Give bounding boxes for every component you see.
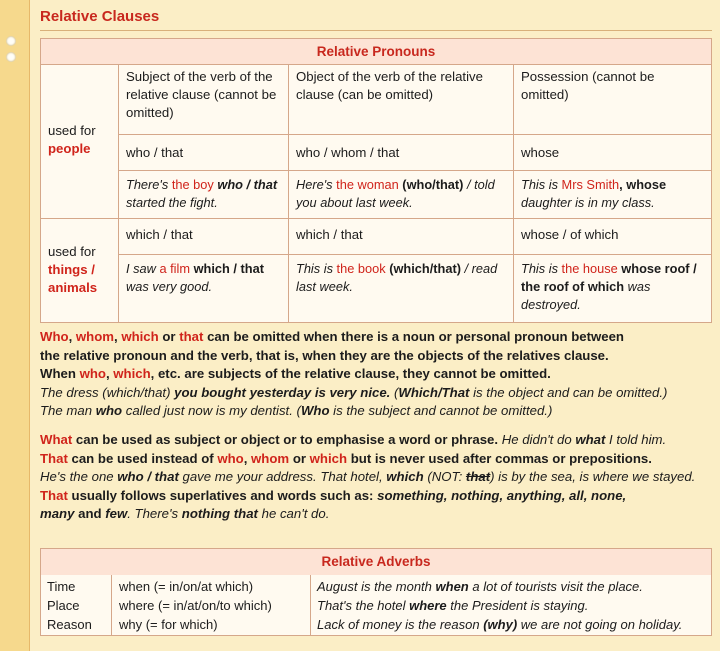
things-subject: which / that bbox=[118, 218, 288, 254]
note-line bbox=[40, 487, 715, 506]
note-line bbox=[40, 328, 715, 347]
adverb-def: when (= in/on/at which) bbox=[119, 579, 254, 594]
ex-text: / read last week. bbox=[296, 261, 498, 294]
ex-text: daughter is in my class. bbox=[521, 195, 655, 210]
kw: when bbox=[435, 579, 469, 594]
column-divider bbox=[111, 575, 112, 635]
kw: which bbox=[121, 329, 159, 344]
ex-pronoun: (who/that) bbox=[398, 177, 464, 192]
ex-highlight: a film bbox=[159, 261, 191, 276]
kw: whom bbox=[75, 329, 114, 344]
usage-notes bbox=[40, 328, 715, 524]
txt: ) is by the sea, is where we stayed. bbox=[490, 469, 696, 485]
txt: (NOT: bbox=[423, 469, 466, 485]
txt: usually follows superlatives and words such as: bbox=[67, 487, 378, 503]
kw: which bbox=[309, 450, 348, 466]
row-label-things-line3: animals bbox=[48, 280, 98, 295]
note-line bbox=[40, 431, 715, 450]
kw: whom bbox=[251, 450, 290, 466]
row-label-people bbox=[48, 122, 96, 158]
kw: (why) bbox=[483, 617, 518, 632]
row-label-things-line2: things / bbox=[48, 262, 95, 277]
ex-highlight: the woman bbox=[336, 177, 399, 192]
page-title: Relative Clauses bbox=[40, 8, 160, 25]
ex-pronoun: who / that bbox=[213, 177, 278, 192]
note-line: the relative pronoun and the verb, that is, when they are the objects of the relatives clause. bbox=[40, 347, 609, 363]
binder-hole bbox=[6, 52, 16, 62]
txt: The dress (which/that) bbox=[40, 384, 175, 400]
txt: is the object and can be omitted.) bbox=[469, 384, 668, 400]
txt: He's the one bbox=[40, 469, 118, 485]
txt: or bbox=[289, 450, 310, 466]
kw: which bbox=[113, 366, 151, 382]
col-header-subject: Subject of the verb of the relative clause (cannot be omitted) bbox=[118, 64, 288, 134]
kw: nothing that bbox=[181, 506, 258, 522]
binder-margin bbox=[0, 0, 30, 651]
ex-pronoun: which / that bbox=[190, 261, 264, 276]
people-possession-example bbox=[513, 170, 712, 218]
note-line bbox=[40, 505, 715, 524]
pronouns-table-header: Relative Pronouns bbox=[40, 38, 712, 64]
margin-line bbox=[29, 0, 30, 651]
txt: can be used as subject or object or to emphasise a word or phrase. bbox=[72, 431, 499, 447]
ex-text: There's bbox=[126, 177, 172, 192]
ex-highlight: the boy bbox=[171, 177, 214, 192]
binder-hole bbox=[6, 36, 16, 46]
things-object-example bbox=[288, 254, 513, 323]
kw: something, nothing, anything, all, none, bbox=[377, 487, 627, 503]
txt: a lot of tourists visit the place. bbox=[468, 579, 643, 594]
ex-text: started the fight. bbox=[126, 195, 218, 210]
ex-text: I saw bbox=[126, 261, 160, 276]
ex-text: was very good. bbox=[126, 279, 213, 294]
note-line bbox=[40, 450, 715, 469]
kw: who / that bbox=[117, 469, 179, 485]
kw: Who bbox=[300, 403, 330, 419]
row-label-people-line1: used for bbox=[48, 123, 96, 138]
kw: who bbox=[79, 366, 106, 382]
txt: , bbox=[105, 366, 114, 382]
ex-pronoun: , whose bbox=[619, 177, 667, 192]
adverb-label: Time bbox=[47, 579, 76, 594]
things-subject-example bbox=[118, 254, 288, 323]
kw: who bbox=[95, 403, 123, 419]
things-possession-example bbox=[513, 254, 712, 323]
txt: the President is staying. bbox=[446, 598, 589, 613]
people-subject-example bbox=[118, 170, 288, 218]
adverb-labels bbox=[41, 575, 113, 634]
kw: where bbox=[409, 598, 447, 613]
left-border bbox=[40, 64, 41, 218]
kw: that bbox=[179, 329, 204, 344]
ex-text: / told you about last week. bbox=[296, 177, 495, 210]
title-underline bbox=[40, 30, 712, 31]
kw: many bbox=[40, 506, 75, 522]
ex-highlight: the book bbox=[336, 261, 386, 276]
people-subject: who / that bbox=[118, 134, 288, 170]
txt: That's the hotel bbox=[317, 598, 410, 613]
txt: we are not going on holiday. bbox=[517, 617, 683, 632]
col-header-possession: Possession (cannot be omitted) bbox=[513, 64, 712, 134]
kw: who bbox=[217, 450, 244, 466]
adverb-example bbox=[317, 596, 713, 615]
kw: What bbox=[40, 431, 73, 447]
spacer bbox=[40, 421, 715, 431]
adverb-def: where (= in/at/on/to which) bbox=[119, 598, 272, 613]
txt: When bbox=[40, 366, 80, 382]
adverbs-table-header: Relative Adverbs bbox=[41, 549, 711, 575]
ex-highlight: Mrs Smith bbox=[561, 177, 620, 192]
adverb-example bbox=[317, 615, 713, 634]
ex-pronoun: whose roof / the roof of which bbox=[521, 261, 697, 294]
ex-highlight: the house bbox=[561, 261, 618, 276]
txt: can be omitted when there is a noun or personal pronoun between bbox=[203, 329, 624, 344]
kw: you bought yesterday is very nice. bbox=[174, 384, 391, 400]
people-possession: whose bbox=[513, 134, 712, 170]
txt: I told him. bbox=[605, 431, 667, 447]
col-header-object: Object of the verb of the relative clause (can be omitted) bbox=[288, 64, 513, 134]
ex-text: This is bbox=[521, 261, 562, 276]
kw: which bbox=[386, 469, 424, 485]
people-object: who / whom / that bbox=[288, 134, 513, 170]
ex-text: This is bbox=[296, 261, 337, 276]
relative-adverbs-table bbox=[40, 548, 712, 636]
txt: , etc. are subjects of the relative clause, they cannot be omitted. bbox=[150, 366, 551, 382]
txt: , bbox=[114, 329, 122, 344]
ex-text: was destroyed. bbox=[521, 279, 651, 312]
txt: , bbox=[68, 329, 76, 344]
txt: He didn't do bbox=[498, 431, 576, 447]
txt: he can't do. bbox=[257, 506, 330, 522]
txt: but is never used after commas or prepositions. bbox=[347, 450, 652, 466]
ex-text: This is bbox=[521, 177, 562, 192]
kw: Who bbox=[40, 329, 69, 344]
txt: , bbox=[243, 450, 252, 466]
txt: Lack of money is the reason bbox=[317, 617, 484, 632]
txt: called just now is my dentist. ( bbox=[122, 403, 301, 419]
struck-word: that bbox=[465, 469, 491, 485]
kw: That bbox=[40, 450, 68, 466]
ex-pronoun: (which/that) bbox=[385, 261, 461, 276]
txt: . There's bbox=[127, 506, 182, 522]
txt: and bbox=[74, 506, 106, 522]
note-line bbox=[40, 365, 715, 384]
things-possession: whose / of which bbox=[513, 218, 712, 254]
txt: ( bbox=[390, 384, 399, 400]
row-label-people-line2: people bbox=[48, 141, 91, 156]
row-label-things-line1: used for bbox=[48, 244, 96, 259]
people-object-example bbox=[288, 170, 513, 218]
txt: The man bbox=[40, 403, 96, 419]
txt: can be used instead of bbox=[67, 450, 218, 466]
adverb-label: Reason bbox=[47, 617, 92, 632]
note-example bbox=[40, 468, 715, 487]
things-object: which / that bbox=[288, 218, 513, 254]
adverb-example bbox=[317, 577, 713, 596]
kw: few bbox=[105, 506, 128, 522]
ex-text: Here's bbox=[296, 177, 337, 192]
note-example bbox=[40, 402, 715, 421]
note-example bbox=[40, 384, 715, 403]
adverb-def: why (= for which) bbox=[119, 617, 218, 632]
txt: gave me your address. That hotel, bbox=[178, 469, 387, 485]
adverb-examples bbox=[311, 575, 713, 634]
adverb-label: Place bbox=[47, 598, 80, 613]
txt: August is the month bbox=[317, 579, 436, 594]
relative-pronouns-table bbox=[40, 38, 712, 323]
kw: what bbox=[575, 431, 606, 447]
row-label-things bbox=[40, 218, 118, 323]
adverb-definitions bbox=[113, 575, 315, 634]
txt: or bbox=[158, 329, 180, 344]
kw: Which/That bbox=[398, 384, 470, 400]
txt: is the subject and cannot be omitted.) bbox=[329, 403, 553, 419]
kw: That bbox=[40, 487, 68, 503]
